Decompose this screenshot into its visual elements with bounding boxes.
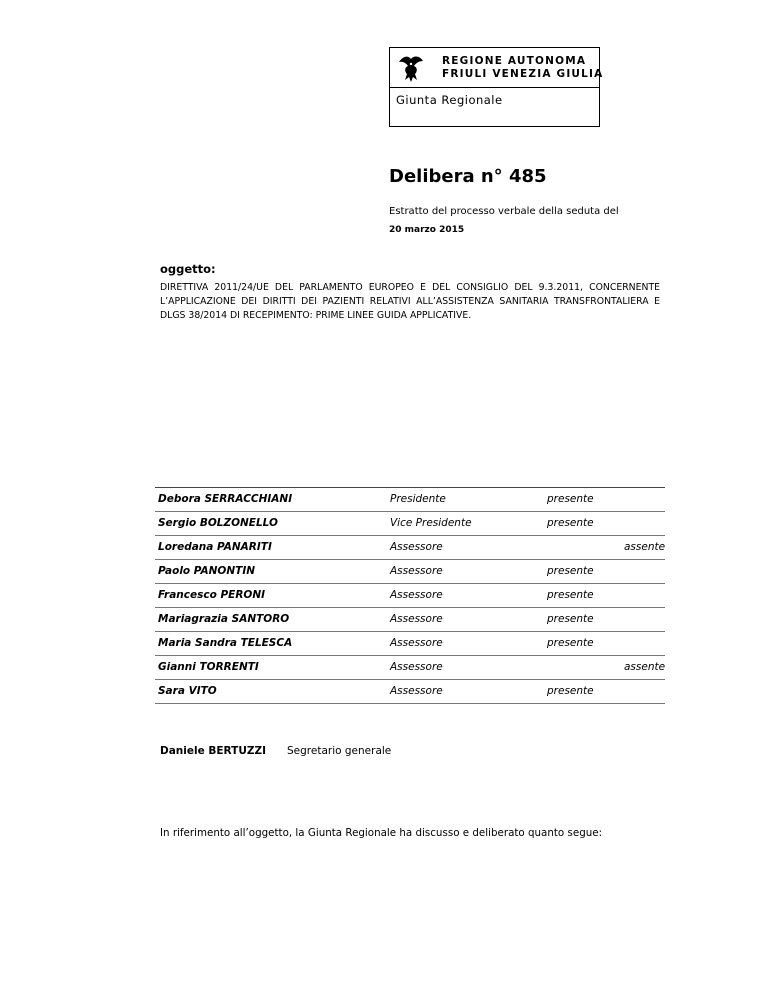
- region-name: [442, 55, 603, 81]
- member-name: Maria Sandra TELESCA: [158, 637, 293, 649]
- logo-divider: [390, 87, 599, 88]
- member-role: Presidente: [390, 493, 446, 505]
- member-name: Sara VITO: [158, 685, 217, 697]
- session-date: 20 marzo 2015: [389, 225, 465, 235]
- member-row: [155, 608, 665, 632]
- session-subtitle: Estratto del processo verbale della seduta del: [389, 206, 619, 217]
- giunta-label: Giunta Regionale: [396, 93, 503, 107]
- member-name: Paolo PANONTIN: [158, 565, 256, 577]
- member-role: Assessore: [390, 637, 443, 649]
- subject-label: oggetto:: [160, 262, 216, 276]
- member-row: [155, 560, 665, 584]
- member-row: [155, 512, 665, 536]
- eagle-icon: [396, 52, 426, 84]
- member-present: presente: [547, 637, 594, 649]
- subject-text: DIRETTIVA 2011/24/UE DEL PARLAMENTO EUROPEO E DEL CONSIGLIO DEL 9.3.2011, CONCERNENTE L’APPLICAZIONE DEI DIRITTI DEI PAZIENTI RELATIVI ALL’ASSISTENZA SANITARIA TRANSFRONTALIERA E DLGS 38/2014 DI RECEPIMENTO: PRIME LINEE GUIDA APPLICATIVE.: [160, 282, 660, 321]
- member-present: presente: [547, 517, 594, 529]
- member-role: Assessore: [390, 613, 443, 625]
- member-row: [155, 632, 665, 656]
- member-role: Assessore: [390, 541, 443, 553]
- secretary-name: Daniele BERTUZZI: [160, 745, 266, 757]
- closing-statement: In riferimento all’oggetto, la Giunta Regionale ha discusso e deliberato quanto segue:: [160, 827, 603, 839]
- member-row: [155, 656, 665, 680]
- member-name: Loredana PANARITI: [158, 541, 272, 553]
- member-present: presente: [547, 565, 594, 577]
- member-present: presente: [547, 685, 594, 697]
- region-name-line1: REGIONE AUTONOMA: [442, 55, 587, 67]
- member-role: Assessore: [390, 589, 443, 601]
- member-row: [155, 536, 665, 560]
- members-table: [155, 487, 665, 704]
- member-row: [155, 584, 665, 608]
- member-present: presente: [547, 613, 594, 625]
- member-role: Assessore: [390, 685, 443, 697]
- member-name: Debora SERRACCHIANI: [158, 493, 293, 505]
- member-name: Mariagrazia SANTORO: [158, 613, 290, 625]
- region-logo-box: [389, 47, 604, 127]
- member-role: Vice Presidente: [390, 517, 472, 529]
- secretary-role: Segretario generale: [287, 745, 392, 757]
- member-role: Assessore: [390, 565, 443, 577]
- region-name-line2: FRIULI VENEZIA GIULIA: [442, 68, 604, 80]
- member-present: presente: [547, 589, 594, 601]
- member-present: presente: [547, 493, 594, 505]
- member-absent: assente: [624, 541, 666, 553]
- member-name: Gianni TORRENTI: [158, 661, 259, 673]
- member-row: [155, 680, 665, 704]
- page-title: Delibera n° 485: [389, 166, 547, 187]
- member-role: Assessore: [390, 661, 443, 673]
- member-row: [155, 488, 665, 512]
- member-absent: assente: [624, 661, 666, 673]
- member-name: Sergio BOLZONELLO: [158, 517, 278, 529]
- member-name: Francesco PERONI: [158, 589, 266, 601]
